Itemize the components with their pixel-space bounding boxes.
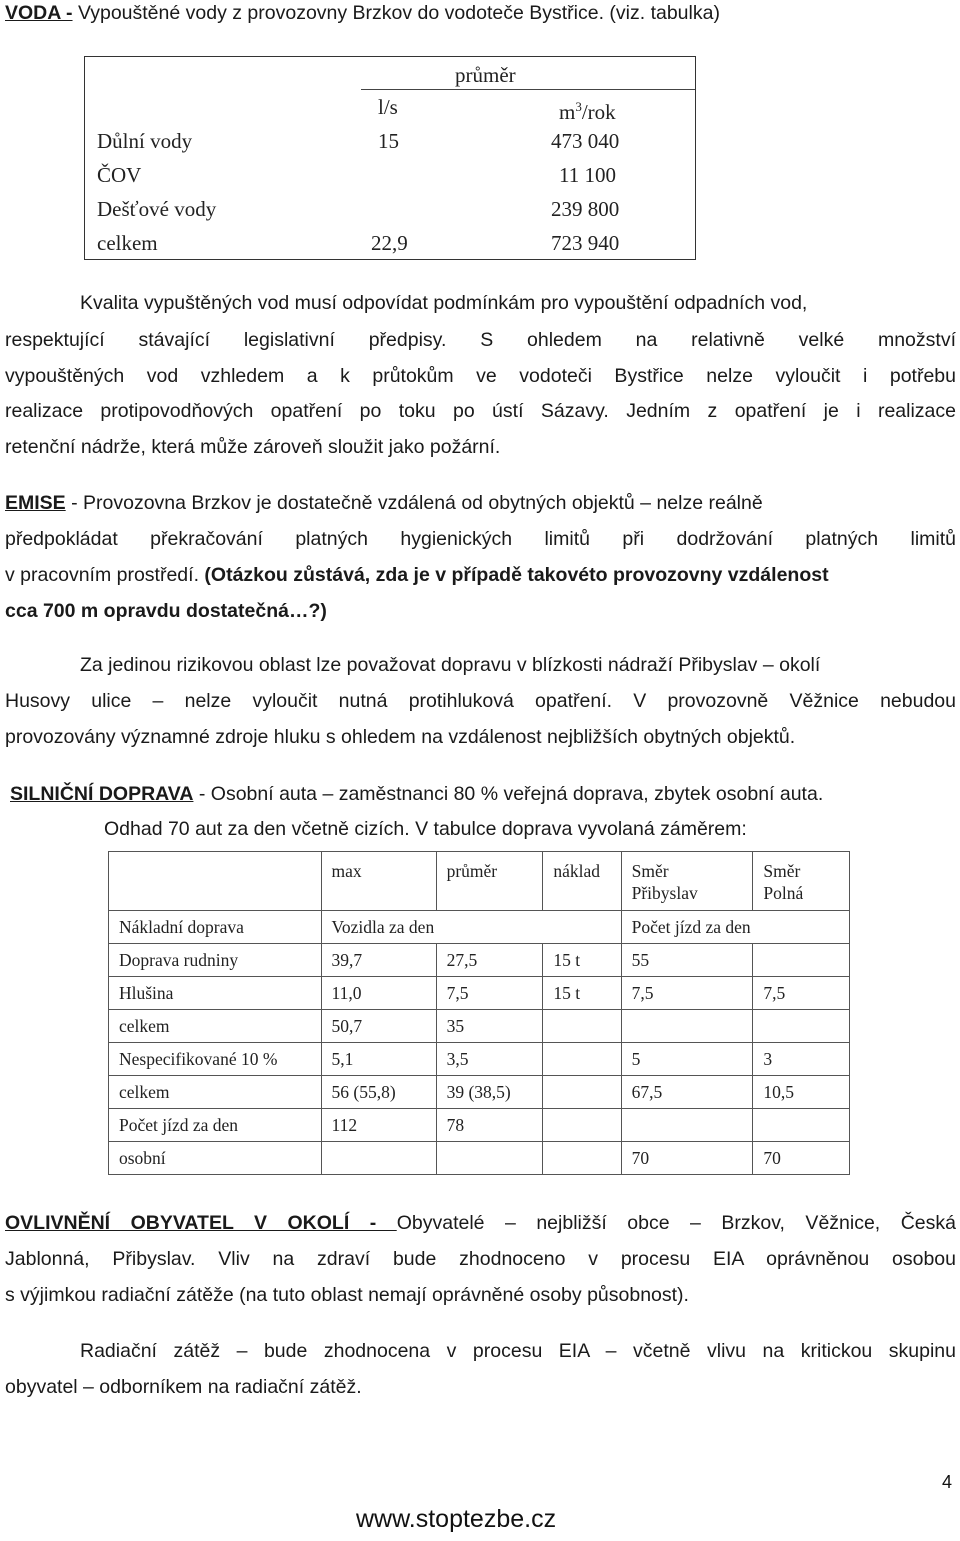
- doprava-line-2: Odhad 70 aut za den včetně cizích. V tabulce doprava vyvolaná záměrem:: [104, 818, 747, 840]
- table-cell: 39 (38,5): [436, 1076, 543, 1109]
- table-cell: 56 (55,8): [321, 1076, 436, 1109]
- ovlivneni-line-2: Jablonná, Přibyslav. Vliv na zdraví bude zhodnoceno v procesu EIA oprávněnou osobou: [5, 1248, 956, 1270]
- table-cell-m3: 11 100: [559, 163, 616, 187]
- ovlivneni-text-1: Obyvatelé – nejbližší obce – Brzkov, Věžnice, Česká: [396, 1212, 956, 1234]
- table-row-label: celkem: [109, 1010, 322, 1043]
- doprava-text-1: - Osobní auta – zaměstnanci 80 % veřejná doprava, zbytek osobní auta.: [193, 783, 824, 805]
- table-col-ls: l/s: [378, 95, 398, 119]
- table-cell: 3,5: [436, 1043, 543, 1076]
- table-cell-ls: 15: [378, 129, 399, 153]
- table-cell: 39,7: [321, 944, 436, 977]
- table-cell: 7,5: [436, 977, 543, 1010]
- table-traffic: [108, 851, 850, 1173]
- table-cell-m3: 723 940: [551, 231, 620, 255]
- emise-line-1: [5, 490, 956, 516]
- table-row-label: Dešťové vody: [97, 197, 217, 221]
- table-cell: [543, 1142, 621, 1175]
- table-cell: 70: [621, 1142, 753, 1175]
- table-header-prumer: průměr: [436, 852, 543, 911]
- voda-line: [5, 0, 720, 26]
- table-cell-m3: 473 040: [551, 129, 620, 153]
- table-row-label: Doprava rudniny: [109, 944, 322, 977]
- table-divider: [361, 89, 695, 90]
- table-col-m3: $m^3$/rok: [559, 99, 616, 124]
- table-cell: 112: [321, 1109, 436, 1142]
- radiacni-line-1: Radiační zátěž – bude zhodnocena v procesu EIA – včetně vlivu na kritickou skupinu: [80, 1340, 956, 1362]
- table-cell: [321, 1142, 436, 1175]
- table-cell: 7,5: [621, 977, 753, 1010]
- table-row-label: Nespecifikované 10 %: [109, 1043, 322, 1076]
- table-cell: 7,5: [753, 977, 850, 1010]
- table-cell: [621, 1109, 753, 1142]
- table-row-label: Hlušina: [109, 977, 322, 1010]
- table-subheader-vozidla: Vozidla za den: [321, 911, 436, 944]
- table-cell: [543, 1043, 621, 1076]
- table-header-pribyslav: Směr Přibyslav: [621, 852, 753, 911]
- section-label-emise: EMISE: [5, 492, 66, 514]
- para-riziko-line-3: provozovány významné zdroje hluku s ohledem na vzdálenost nejbližších obytných objektů.: [5, 726, 796, 748]
- table-row-label: Nákladní doprava: [109, 911, 322, 944]
- emise-line-4: cca 700 m opravdu dostatečná…?): [5, 600, 327, 622]
- table-water-discharge: [84, 56, 696, 260]
- table-row-label: Počet jízd za den: [109, 1109, 322, 1142]
- table-cell: 67,5: [621, 1076, 753, 1109]
- emise-line-2: předpokládat překračování platných hygienických limitů při dodržování platných limitů: [5, 528, 956, 550]
- table-row-label: ČOV: [97, 163, 142, 187]
- section-label-doprava: SILNIČNÍ DOPRAVA: [10, 783, 194, 805]
- ovlivneni-line-1: [5, 1210, 956, 1236]
- table-cell: [753, 911, 850, 944]
- table-cell: [753, 944, 850, 977]
- table-row-label: celkem: [97, 231, 158, 255]
- table-cell: [753, 1109, 850, 1142]
- table-cell: [753, 1010, 850, 1043]
- table-header-polna: Směr Polná: [753, 852, 850, 911]
- table-cell-ls: 22,9: [371, 231, 408, 255]
- radiacni-line-2: obyvatel – odborníkem na radiační zátěž.: [5, 1376, 362, 1398]
- table-cell: [543, 1076, 621, 1109]
- table-cell: [543, 911, 621, 944]
- emise-text-3: v pracovním prostředí.: [5, 564, 205, 586]
- emise-line-3: [5, 562, 829, 588]
- para-kvalita-line-3: vypouštěných vod vzhledem a k průtokům ve vodoteči Bystřice nelze vyloučit i potřebu: [5, 365, 956, 387]
- table-cell: 70: [753, 1142, 850, 1175]
- para-kvalita-line-5: retenční nádrže, která může zároveň sloužit jako požární.: [5, 436, 501, 458]
- table-cell-m3: 239 800: [551, 197, 620, 221]
- table-header-prumer: průměr: [455, 63, 516, 87]
- page-number: 4: [942, 1472, 953, 1492]
- table-cell: 3: [753, 1043, 850, 1076]
- table-cell: 10,5: [753, 1076, 850, 1109]
- table-row-label: Důlní vody: [97, 129, 193, 153]
- table-cell: 50,7: [321, 1010, 436, 1043]
- para-riziko-line-2: Husovy ulice – nelze vyloučit nutná protihluková opatření. V provozovně Věžnice nebudou: [5, 690, 956, 712]
- table-cell: [436, 1142, 543, 1175]
- para-kvalita-line-1: Kvalita vypuštěných vod musí odpovídat podmínkám pro vypouštění odpadních vod,: [80, 292, 808, 314]
- table-cell: 55: [621, 944, 753, 977]
- table-row-label: osobní: [109, 1142, 322, 1175]
- table-cell: 15 t: [543, 944, 621, 977]
- table-cell: [621, 1010, 753, 1043]
- table-cell: 78: [436, 1109, 543, 1142]
- table-cell: 27,5: [436, 944, 543, 977]
- doprava-line-1: [10, 781, 823, 807]
- table-cell: 15 t: [543, 977, 621, 1010]
- table-row-label: celkem: [109, 1076, 322, 1109]
- footer-url: www.stoptezbe.cz: [356, 1505, 557, 1533]
- emise-text-1: - Provozovna Brzkov je dostatečně vzdálená od obytných objektů – nelze reálně: [65, 492, 763, 514]
- para-kvalita-line-4: realizace protipovodňových opatření po toku po ústí Sázavy. Jedním z opatření je i realizace: [5, 400, 956, 422]
- table-cell: 5: [621, 1043, 753, 1076]
- section-label-ovlivneni: OVLIVNĚNÍ OBYVATEL V OKOLÍ -: [5, 1212, 397, 1234]
- table-cell: 11,0: [321, 977, 436, 1010]
- para-riziko-line-1: Za jedinou rizikovou oblast lze považovat dopravu v blízkosti nádraží Přibyslav – okolí: [80, 654, 821, 676]
- table-header-empty: [109, 852, 322, 911]
- table-cell: [543, 1109, 621, 1142]
- para-kvalita-line-2: respektující stávající legislativní předpisy. S ohledem na relativně velké množství: [5, 329, 956, 351]
- voda-text: Vypouštěné vody z provozovny Brzkov do vodoteče Bystřice. (viz. tabulka): [72, 2, 720, 24]
- table-cell: 35: [436, 1010, 543, 1043]
- table-header-naklad: náklad: [543, 852, 621, 911]
- section-label-voda: VODA -: [5, 2, 73, 24]
- table-cell: [436, 911, 543, 944]
- table-header-max: max: [321, 852, 436, 911]
- emise-question: (Otázkou zůstává, zda je v případě takovéto provozovny vzdálenost: [204, 564, 829, 586]
- ovlivneni-line-3: s výjimkou radiační zátěže (na tuto oblast nemají oprávněné osoby působnost).: [5, 1284, 689, 1306]
- table-subheader-pocet: Počet jízd za den: [621, 911, 753, 944]
- table-cell: [543, 1010, 621, 1043]
- table-cell: 5,1: [321, 1043, 436, 1076]
